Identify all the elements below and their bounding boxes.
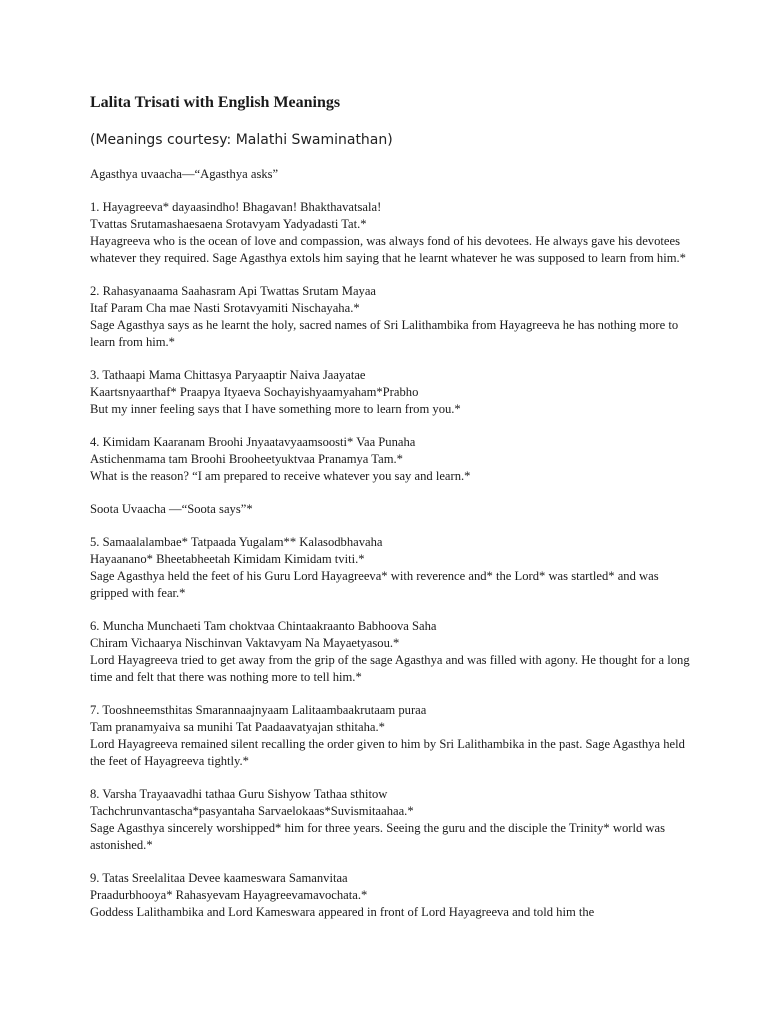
verse-2 xyxy=(90,283,690,351)
intro-line: Agasthya uvaacha—“Agasthya asks” xyxy=(90,167,279,181)
verse-line: Hayaanano* Bheetabheetah Kimidam Kimidam tviti.* xyxy=(90,552,365,566)
verse-1 xyxy=(90,199,690,267)
verse-line: Itaf Param Cha mae Nasti Srotavyamiti Nischayaha.* xyxy=(90,301,360,315)
verse-line: 2. Rahasyanaama Saahasram Api Twattas Srutam Mayaa xyxy=(90,284,377,298)
verse-meaning: Sage Agasthya held the feet of his Guru Lord Hayagreeva* with reverence and* the Lord* was startled* and was gripped with fear.* xyxy=(90,569,662,600)
verse-line: 7. Tooshneemsthitas Smarannaajnyaam Lalitaambaakrutaam puraa xyxy=(90,703,427,717)
document-title: Lalita Trisati with English Meanings xyxy=(90,94,341,111)
verse-line: Astichenmama tam Broohi Brooheetyuktvaa Pranamya Tam.* xyxy=(90,452,403,466)
document-page xyxy=(90,92,693,921)
verse-line: 4. Kimidam Kaaranam Broohi Jnyaatavyaamsoosti* Vaa Punaha xyxy=(90,435,416,449)
verse-line: 9. Tatas Sreelalitaa Devee kaameswara Samanvitaa xyxy=(90,871,348,885)
verse-meaning: What is the reason? “I am prepared to receive whatever you say and learn.* xyxy=(90,469,471,483)
verse-3 xyxy=(90,367,690,418)
verse-7 xyxy=(90,702,690,770)
courtesy-note: (Meanings courtesy: Malathi Swaminathan) xyxy=(90,132,393,148)
verse-meaning: Lord Hayagreeva tried to get away from the grip of the sage Agasthya and was filled with agony. He thought for a long time and felt that there was nothing more to tell him.* xyxy=(90,653,693,684)
verse-line: Tachchrunvantascha*pasyantaha Sarvaelokaas*Suvismitaahaa.* xyxy=(90,804,414,818)
verse-4 xyxy=(90,434,690,485)
verse-5 xyxy=(90,534,690,602)
soota-line: Soota Uvaacha —“Soota says”* xyxy=(90,502,253,516)
verse-line: Praadurbhooya* Rahasyevam Hayagreevamavochata.* xyxy=(90,888,368,902)
verse-line: 5. Samaalalambae* Tatpaada Yugalam** Kalasodbhavaha xyxy=(90,535,383,549)
verse-line: Tam pranamyaiva sa munihi Tat Paadaavatyajan sthitaha.* xyxy=(90,720,385,734)
verse-meaning: Sage Agasthya sincerely worshipped* him for three years. Seeing the guru and the disciple the Trinity* world was astonished.* xyxy=(90,821,669,852)
verse-line: 1. Hayagreeva* dayaasindho! Bhagavan! Bhakthavatsala! xyxy=(90,200,382,214)
verse-line: Kaartsnyaarthaf* Praapya Ityaeva Sochayishyaamyaham*Prabho xyxy=(90,385,419,399)
verse-meaning: Lord Hayagreeva remained silent recalling the order given to him by Sri Lalithambika in the past. Sage Agasthya held the feet of Hayagreeva tightly.* xyxy=(90,737,689,768)
verse-line: 6. Muncha Munchaeti Tam choktvaa Chintaakraanto Babhoova Saha xyxy=(90,619,437,633)
verse-6 xyxy=(90,618,693,686)
verse-line: Chiram Vichaarya Nischinvan Vaktavyam Na Mayaetyasou.* xyxy=(90,636,400,650)
verse-meaning: Hayagreeva who is the ocean of love and compassion, was always fond of his devotees. He always gave his devotees whatever they required. Sage Agasthya extols him saying that he learnt whatever he was supposed to learn from him.* xyxy=(90,234,686,265)
verse-8 xyxy=(90,786,690,854)
verse-9 xyxy=(90,870,690,921)
verse-meaning: Goddess Lalithambika and Lord Kameswara appeared in front of Lord Hayagreeva and told him the xyxy=(90,905,595,919)
verse-line: 8. Varsha Trayaavadhi tathaa Guru Sishyow Tathaa sthitow xyxy=(90,787,388,801)
verse-line: 3. Tathaapi Mama Chittasya Paryaaptir Naiva Jaayatae xyxy=(90,368,366,382)
verse-line: Tvattas Srutamashaesaena Srotavyam Yadyadasti Tat.* xyxy=(90,217,367,231)
verse-meaning: But my inner feeling says that I have something more to learn from you.* xyxy=(90,402,461,416)
verse-meaning: Sage Agasthya says as he learnt the holy, sacred names of Sri Lalithambika from Hayagreeva he has nothing more to learn from him.* xyxy=(90,318,682,349)
